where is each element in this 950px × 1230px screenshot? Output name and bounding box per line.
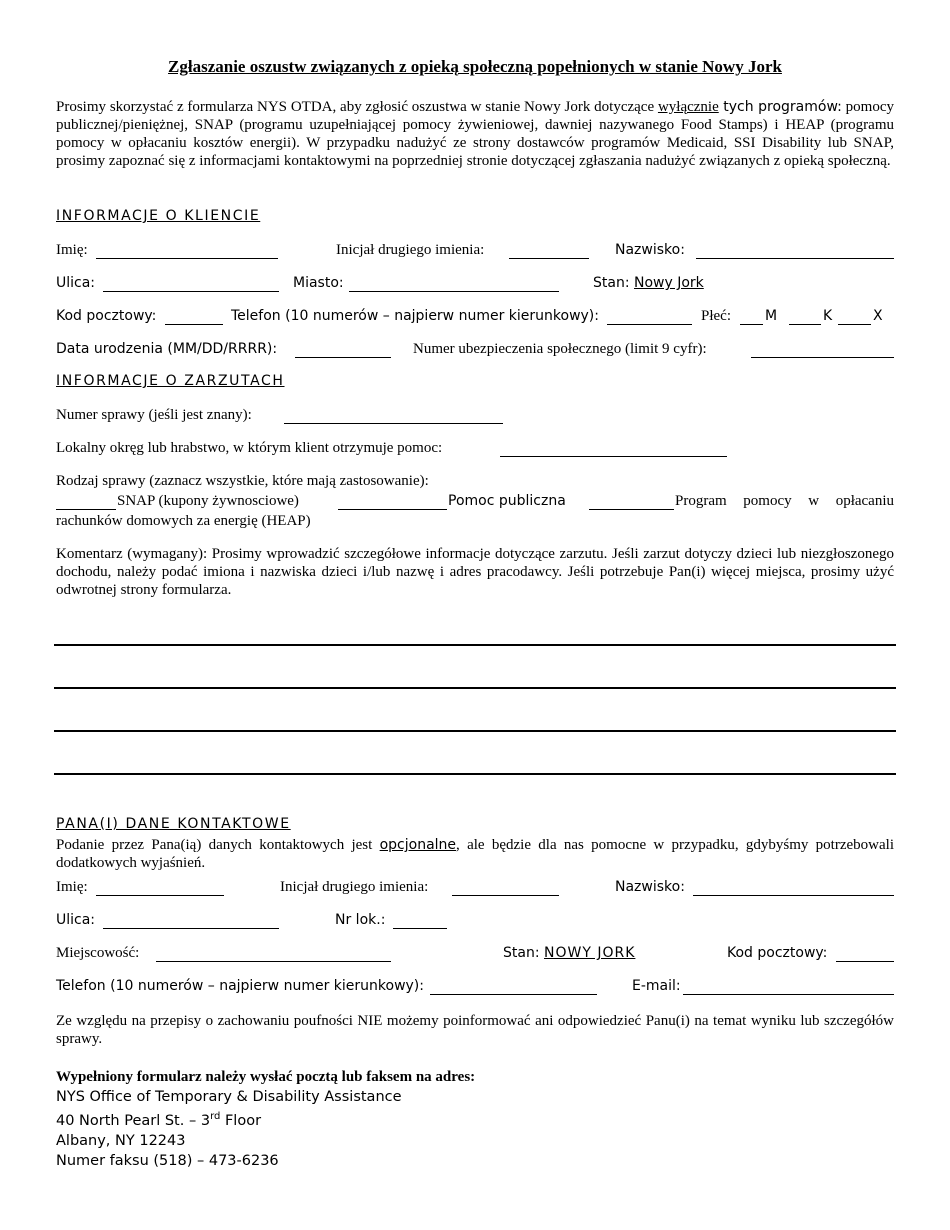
allegation-section-heading: INFORMACJE O ZARZUTACH [56,373,285,389]
contact-apt-field[interactable] [393,928,447,929]
contact-note-text: Podanie przez Pana(ią) danych kontaktowych jest [56,837,380,853]
contact-section-heading: PANA(I) DANE KONTAKTOWE [56,816,291,832]
fax-number: Numer faksu (518) – 473-6236 [56,1152,279,1169]
contact-middle-initial-label: Inicjał drugiego imienia: [280,879,429,895]
client-section-heading: INFORMACJE O KLIENCIE [56,208,261,224]
contact-middle-initial-field[interactable] [452,895,559,896]
mailing-address [56,1087,402,1171]
client-phone-label: Telefon (10 numerów – najpierw numer kierunkowy): [231,308,599,324]
intro-text-3: pomocy publicznej/pieniężnej, SNAP (programu uzupełniającej pomocy żywieniowej, dawniej nazywanego Food Stamps) i HEAP (programu pomocy w opłacaniu kosztów energii). W przypadku nadużyć ze strony dostawców programów Medicaid, SSI Disability lub SNAP, prosimy zapoznać się z informacjami kontaktowymi na poprzedniej stronie dotyczącej zgłaszania nadużyć związanych z opieką społeczną. [56,99,894,169]
client-state-value: Nowy Jork [634,275,704,291]
contact-phone-label: Telefon (10 numerów – najpierw numer kierunkowy): [56,978,424,994]
privacy-notice: Ze względu na przepisy o zachowaniu poufności NIE możemy poinformować ani odpowiedzieć Panu(i) na temat wyniku lub szczegółów sprawy. [56,1013,894,1047]
contact-last-name-label: Nazwisko: [615,879,685,895]
district-field[interactable] [500,456,727,457]
contact-street-label: Ulica: [56,912,96,928]
contact-note [56,836,894,872]
comment-line-3[interactable] [54,730,896,732]
client-sex-x-field[interactable] [838,324,871,325]
contact-state-value: NOWY JORK [544,945,636,961]
client-zip-field[interactable] [165,324,223,325]
case-type-heap-label-cont: rachunków domowych za energię (HEAP) [56,513,311,529]
address-floor-suffix: rd [210,1111,221,1122]
client-ssn-label: Numer ubezpieczenia społecznego (limit 9 cyfr): [413,341,707,357]
client-first-name-field[interactable] [96,258,278,259]
page-title: Zgłaszanie oszustw związanych z opieką społeczną popełnionych w stanie Nowy Jork [168,57,782,76]
intro-emphasis: wyłącznie [657,99,719,115]
address-street: 40 North Pearl St. – 3 [56,1112,211,1129]
contact-zip-label: Kod pocztowy: [727,945,828,961]
contact-state-label-text: Stan: [503,945,540,961]
mail-heading: Wypełniony formularz należy wysłać pocztą lub faksem na adres: [56,1069,476,1085]
case-type-label: Rodzaj sprawy (zaznacz wszystkie, które mają zastosowanie): [56,473,429,489]
contact-city-label: Miejscowość: [56,945,140,961]
client-sex-m-field[interactable] [740,324,763,325]
contact-email-field[interactable] [683,994,894,995]
case-type-heap-label: Program pomocy w opłacaniu [675,493,894,509]
contact-email-label: E-mail: [632,978,681,994]
client-sex-label: Płeć: [701,308,731,324]
client-sex-f-field[interactable] [789,324,821,325]
client-dob-label: Data urodzenia (MM/DD/RRRR): [56,341,278,357]
case-type-pa-checkbox[interactable] [338,509,447,510]
comment-line-2[interactable] [54,687,896,689]
client-street-label: Ulica: [56,275,96,291]
comment-line-4[interactable] [54,773,896,775]
contact-first-name-label: Imię: [56,879,88,895]
contact-note-emphasis: opcjonalne [379,837,457,853]
case-type-heap-checkbox[interactable] [589,509,674,510]
intro-text: Prosimy skorzystać z formularza NYS OTDA, aby zgłosić oszustwa w stanie Nowy Jork dotyczące [56,99,658,115]
intro-text-2: tych programów: [718,99,842,115]
client-ssn-field[interactable] [751,357,894,358]
district-label: Lokalny okręg lub hrabstwo, w którym klient otrzymuje pomoc: [56,440,443,456]
contact-zip-field[interactable] [836,961,894,962]
intro-paragraph [56,98,894,170]
contact-note-text-2: , ale będzie dla nas pomocne w przypadku, gdybyśmy potrzebowali dodatkowych wyjaśnień. [56,837,894,871]
comment-line-1[interactable] [54,644,896,646]
client-sex-f-label: K [823,308,833,324]
client-last-name-field[interactable] [696,258,894,259]
contact-state-label [503,945,635,961]
case-type-snap-checkbox[interactable] [56,509,116,510]
case-number-field[interactable] [284,423,503,424]
client-sex-m-label: M [765,308,778,324]
client-city-field[interactable] [349,291,559,292]
client-first-name-label: Imię: [56,242,88,258]
contact-last-name-field[interactable] [693,895,894,896]
client-phone-field[interactable] [607,324,692,325]
client-last-name-label: Nazwisko: [615,242,685,258]
client-sex-x-label: X [873,308,883,324]
client-state-label [593,275,704,291]
contact-street-field[interactable] [103,928,279,929]
address-line-3: Albany, NY 12243 [56,1132,186,1149]
address-floor: Floor [220,1112,262,1129]
contact-city-field[interactable] [156,961,391,962]
client-state-label-text: Stan: [593,275,630,291]
comment-instructions: Komentarz (wymagany): Prosimy wprowadzić szczegółowe informacje dotyczące zarzutu. Jeśli zarzut dotyczy dzieci lub niezgłoszonego dochodu, należy podać imiona i nazwiska dzieci i/lub nazwę i adres pracodawcy. Jeśli potrzebuje Pan(i) więcej miejsca, prosimy użyć odwrotnej strony formularza. [56,546,894,598]
client-zip-label: Kod pocztowy: [56,308,157,324]
contact-first-name-field[interactable] [96,895,224,896]
case-type-pa-label: Pomoc publiczna [448,493,566,509]
case-type-snap-label: SNAP (kupony żywnosciowe) [117,493,299,509]
client-middle-initial-field[interactable] [509,258,589,259]
case-number-label: Numer sprawy (jeśli jest znany): [56,407,252,423]
client-street-field[interactable] [103,291,279,292]
address-line-2 [56,1107,402,1131]
client-city-label: Miasto: [293,275,344,291]
client-dob-field[interactable] [295,357,391,358]
client-middle-initial-label: Inicjał drugiego imienia: [336,242,485,258]
contact-phone-field[interactable] [430,994,597,995]
address-line-1: NYS Office of Temporary & Disability Assistance [56,1089,402,1105]
contact-apt-label: Nr lok.: [335,912,386,928]
